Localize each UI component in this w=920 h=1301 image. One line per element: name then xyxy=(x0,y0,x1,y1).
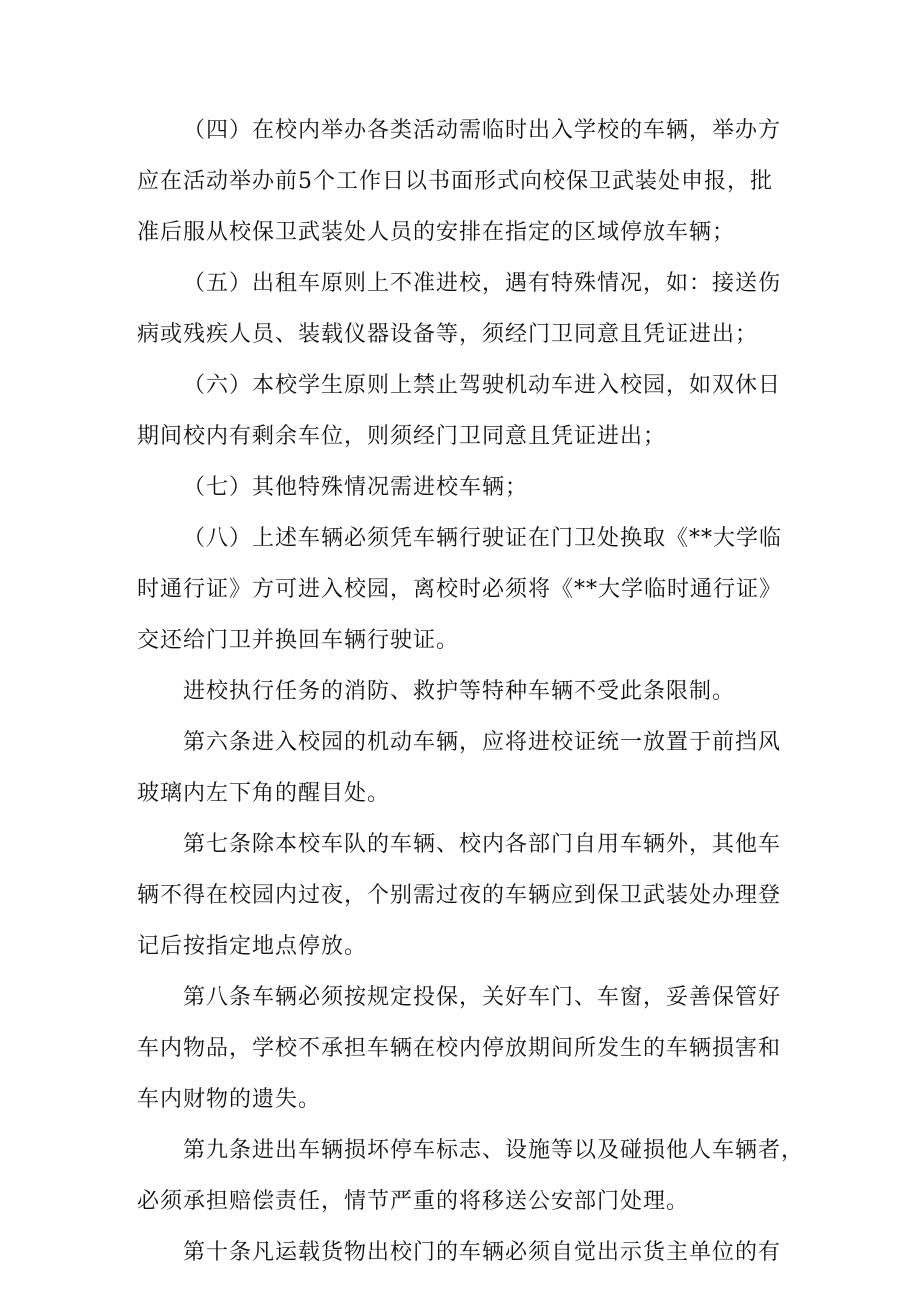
text-line: （五）出租车原则上不准进校，遇有特殊情况，如：接送伤 xyxy=(183,271,782,296)
text-line: 第十条凡运载货物出校门的车辆必须自觉出示货主单位的有 xyxy=(183,1240,782,1265)
text-line: 期间校内有剩余车位，则须经门卫同意且凭证进出； xyxy=(137,424,667,449)
text-line: 玻璃内左下角的醒目处。 xyxy=(137,781,391,806)
text-line: （四）在校内举办各类活动需临时出入学校的车辆，举办方 xyxy=(183,118,782,143)
text-line: （六）本校学生原则上禁止驾驶机动车进入校园，如双休日 xyxy=(183,373,782,398)
text-line: 辆不得在校园内过夜，个别需过夜的车辆应到保卫武装处办理登 xyxy=(137,883,782,908)
text-line: 第九条进出车辆损坏停车标志、设施等以及碰损他人车辆者， xyxy=(183,1138,805,1163)
text-line: 准后服从校保卫武装处人员的安排在指定的区域停放车辆； xyxy=(137,220,736,245)
text-line: 进校执行任务的消防、救护等特种车辆不受此条限制。 xyxy=(183,679,736,704)
text-line: 车内物品，学校不承担车辆在校内停放期间所发生的车辆损害和 xyxy=(137,1036,782,1061)
text-line: 交还给门卫并换回车辆行驶证。 xyxy=(137,628,460,653)
text-line: （七）其他特殊情况需进校车辆； xyxy=(183,475,529,500)
text-line: 时通行证》方可进入校园，离校时必须将《**大学临时通行证》 xyxy=(137,577,783,602)
text-line: 病或残疾人员、装载仪器设备等，须经门卫同意且凭证进出； xyxy=(137,322,759,347)
text-line: （八）上述车辆必须凭车辆行驶证在门卫处换取《**大学临 xyxy=(183,526,783,551)
text-line: 记后按指定地点停放。 xyxy=(137,934,368,959)
text-line: 车内财物的遗失。 xyxy=(137,1087,322,1112)
text-line: 第八条车辆必须按规定投保，关好车门、车窗，妥善保管好 xyxy=(183,985,782,1010)
text-line: 第七条除本校车队的车辆、校内各部门自用车辆外，其他车 xyxy=(183,832,782,857)
text-line: 必须承担赔偿责任，情节严重的将移送公安部门处理。 xyxy=(137,1189,690,1214)
text-line: 第六条进入校园的机动车辆，应将进校证统一放置于前挡风 xyxy=(183,730,782,755)
text-line: 应在活动举办前5个工作日以书面形式向校保卫武装处申报，批 xyxy=(137,169,773,194)
